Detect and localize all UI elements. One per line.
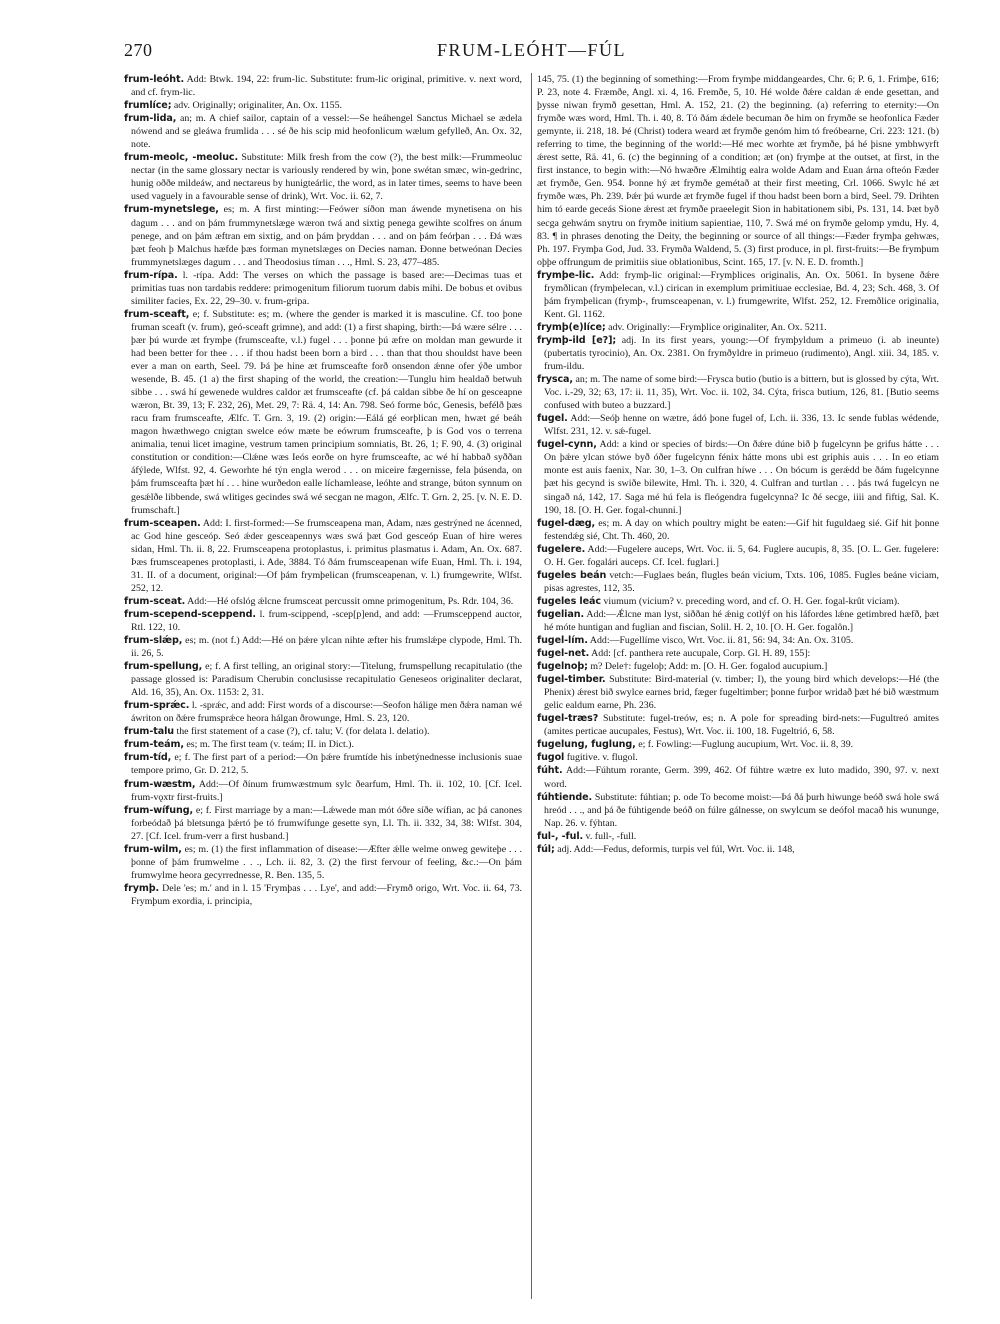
dictionary-entry (124, 151, 522, 203)
dictionary-entry (124, 203, 522, 268)
dictionary-entry (124, 634, 522, 660)
entry-headword: frymþe-lic. (537, 269, 595, 281)
entry-text: adj. In its first years, young:—Of frymþyldum a primeuo (i. ab ineunte) (pubertatis tyrocinio), An. Ox. 2381. On frymðyldre in primeuo (rudimento), Angl. xiii. 34, 185. v. frum-ildu. (544, 334, 939, 373)
entry-text: Add:—Seóþ henne on wætre, ádó þone fugel of, Lch. ii. 336, 13. Ic sende fublas wédende, Wlfst. 231, 12. v. sǽ-fugel. (544, 413, 939, 438)
dictionary-entry (537, 660, 939, 673)
columns (124, 73, 939, 1299)
entry-text: an; m. The name of some bird:—Frysca butio (butio is a bittern, but is glossed by cýta, Wrt. Voc. i.-29, 32; 63, 17: ii. 11, 35), Wrt. Voc. ii. 102, 34. Cýta, frisca butium, 126, 81. [Butio seems confused with buteo a buzzard.] (544, 374, 939, 412)
dictionary-entry (124, 699, 522, 725)
entry-headword: frum-scepend-sceppend. (124, 608, 256, 620)
entry-text: Add: [cf. panthera rete aucupale, Corp. Gl. H. 89, 155]: (591, 648, 811, 660)
dictionary-entry (124, 804, 522, 843)
dictionary-entry (124, 751, 522, 777)
entry-text: l. frum-scippend, -scep[p]end, and add: —Frumsceppend auctor, Rtl. 122, 10. (131, 608, 522, 633)
entry-text: Add:—Hé ofslóg ǽlcne frumsceat percussit omne primogenitum, Ps. Rdr. 104, 36. (187, 595, 514, 607)
left-column (124, 73, 522, 1299)
dictionary-entry (537, 543, 939, 569)
dictionary-entry (124, 738, 522, 751)
dictionary-entry (537, 373, 939, 412)
dictionary-entry (124, 308, 522, 517)
dictionary-entry (537, 569, 939, 595)
page-header (124, 40, 939, 68)
entry-text: Add:—Fugelere auceps, Wrt. Voc. ii. 5, 64. Fuglere aucupis, 8, 35. [O. L. Ger. fugelere: O. H. Ger. fogalári auceps. Cf. Icel. fuglari.] (544, 543, 939, 568)
entry-text: Substitute: Milk fresh from the cow (?), the best milk:—Frummeoluc nectar (in the same glossary nectar is variously rendered by win, þone swétan smæc, win-gedrinc, hunig oððe mildeáw, and nectareus by hunigteárlic, the word, as in later times, seems to have been used vaguely in a favourable sense of drink), Wrt. Voc. ii. 62, 7. (131, 152, 522, 203)
entry-text: vetch:—Fuglaes beán, flugles beán vicium, Txts. 106, 1085. Fugles beáne viciam, pisas agrestes, 112, 35. (544, 569, 939, 594)
entry-text: Add: a kind or species of birds:—On ðǽre dúne bið þ fugelcynn þe grifus hátte . . . On þǽre ylcan stówe byð óðer fugelcynn fénix hátte mons ubi est griphis auis . . . In eo etiam monte est auis faenix, Nar. 30, 1–3. On culfran híwe . . . On bócum is gerǽdd be ðám fugelcynne þæt his gecynd is swiðe bilewite, Hml. Th. i. 320, 4. Culfran and turtlan . . . þás twá fugelcyn ne singað ná, 142, 17. Saga mé hú fela is fleógendra fugelcynna? Ic ðé secge, iiii and fiftig, Sal. K. 190, 18. [O. H. Ger. fogal-chunni.] (544, 439, 939, 516)
dictionary-entry (124, 608, 522, 634)
entry-headword: frum-wilm, (124, 843, 182, 855)
entry-headword: frum-slǽp, (124, 635, 183, 647)
dictionary-entry (537, 712, 939, 738)
entry-headword: frum-teám, (124, 739, 184, 751)
entry-headword: fúl; (537, 843, 555, 855)
dictionary-entry (124, 595, 522, 608)
entry-text: l. -sprǽc, and add: First words of a discourse:—Seofon hálige men ðǽra naman wé áwriton on ðǽre frumsprǽce heora hálgan ðrowunge, Hml. S. 23, 120. (131, 700, 522, 725)
entry-text: e; f. Substitute: es; m. (where the gender is marked it is masculine. Cf. too þone fruman sceaft (v. frum), geó-sceaft grimne), and add: (1) a first shaping, birth:—Þá wære sélre . . . þær þú wurde æt frymþe (frumsceafte, v.l.) fugel . . . þonne þú æfre on moldan man gewurde it had been better for thee . . . if thou hadst been born a bird . . . than that thou shouldst have been ever a man on earth, Seel. 79. Þá þe hine æt frumsceafte forð onsendon ǽnne ofer ýðe umbor wesende, B. 45. (1 a) the first shaping of the world, the creation:—Tunglu him healdað betwuh sibbe . . . swá hí gewenede wuldres caldor æt frumsceafte (cf. þá caldan sibbe ðe hí on gesceapne wæron, Bt. 39, 13; F. 232, 26), Met. 29, 7: Rä. 4, 14: An. 798. Seó forme bóc, Genesis, befélð þæs racu fram frumsceafte, Ælfc. T. Grn. 3, 19. (2) origin:—Eálá gé eorþlican men, hwæt gé beáh magon hwæthwego cnigtan swelce eów mæte be eówrum frumsceafte, þ is God vos o terrena animalia, tenui licet imagine, vestrum tamen principium somniatis, Bt. 26, 1; F. 90, 4. (3) original constitution or condition:—Clǽne wæs Ieós eorðe on hyre frumsceafte, ac wé hí habbað syððan áfýlede, Wlfst. 92, 4. Geworhte hé týn engla werod . . . on miceire fægernisse, fela þúsenda, on þám frumsceafta þæt hí . . . hine wurðedon ealle líchamlease, leóhte and strange, búton synnum on gesǽlðe libbende, swá wlitiges gecindes swá wé secgan ne magon, Ælfc. T. Grn. 2, 25. [v. N. E. D. frumschaft.] (131, 308, 522, 516)
dictionary-entry (537, 595, 939, 608)
entry-text: m? Dele†: fugeloþ; Add: m. [O. H. Ger. fogalod aucupium.] (590, 661, 828, 673)
entry-text: e; f. A first telling, an original story:—Titelung, frumspellung recapitulatio (the passage glossed is: Paradisum Cherubin conclusisse recapitulatio Geneseos originaliter declarat, Ald. 16, 35), An. Ox. 1153: 2, 31. (131, 661, 522, 699)
entry-text: an; m. A chief sailor, captain of a vessel:—Se heáhengel Sanctus Michael se ædela nówend and se gleáwa frumlida . . . sé ðe his scip mid heofonlicum wælum gefylleð, An. Ox. 32, note. (131, 113, 522, 151)
dictionary-entry (537, 517, 939, 543)
dictionary-entry (537, 608, 939, 634)
right-column (537, 73, 939, 1299)
entry-headword: frum-wæstm, (124, 778, 196, 790)
entry-headword: frum-talu (124, 726, 174, 738)
dictionary-entry (537, 334, 939, 373)
dictionary-entry (537, 634, 939, 647)
dictionary-entry (124, 517, 522, 595)
entry-headword: frum-sceat. (124, 595, 186, 607)
entry-headword: frum-rípa. (124, 269, 178, 281)
dictionary-entry (124, 112, 522, 151)
entry-text: es; m. (not f.) Add:—Hé on þǽre ylcan nihte æfter his frumslǽpe clypode, Hml. Th. ii. 26, 5. (131, 635, 522, 660)
entry-text: es; m. The first team (v. teám; II. in Dict.). (186, 739, 354, 751)
dictionary-entry (537, 791, 939, 830)
dictionary-entry (537, 412, 939, 438)
entry-text: Add: frymþ-lic original:—Frymþlices originalis, An. Ox. 5061. In bysene ðǽre frymðlican (frymþelecan, v.l.) cirican in exemplum primitiuae ecclesiae, Bd. 4, 23; Sch. 468, 3. Of þám frymþelican (frymþ-, frumsceapenan, v. l.) frumgewrite, Wlfst. 252, 12. Fremðlice originalia, Kent. Gl. 1162. (544, 269, 939, 320)
running-head: FRUM-LEÓHT—FÚL (436, 40, 626, 60)
entry-text: fugitive. v. flugol. (566, 752, 638, 764)
entry-text: Add:—Of ðínum frumwæstmum sylc ðearfum, Hml. Th. ii. 102, 10. [Cf. Icel. frum-vǫxtr first-fruits.] (131, 778, 522, 803)
entry-headword: fugelian. (537, 608, 585, 620)
entry-text: the first statement of a case (?), cf. talu; V. (for delata l. delatio). (176, 726, 430, 738)
entry-text: Add:—Ǽlcne man lyst, siððan hé ǽnig cotlýf on his láfordes lǽne getimbred hæfð, þæt hé móte huntigan and fuglian and fiscian, Solil. H. 2, 10. [O. H. Ger. fogalôn.] (544, 608, 939, 633)
entry-headword: frum-wífung, (124, 804, 194, 816)
entry-headword: fúhtiende. (537, 791, 593, 803)
entry-headword: fugel-net. (537, 648, 590, 660)
entry-headword: frum-sceaft, (124, 308, 190, 320)
entry-headword: frum-leóht. (124, 74, 185, 85)
entry-text: viumum (vicium? v. preceding word, and cf. O. H. Ger. fogal-krût viciam). (603, 595, 900, 607)
entry-headword: frum-spellung, (124, 661, 203, 673)
entry-headword: fugol (537, 752, 565, 764)
page-number: 270 (124, 40, 153, 60)
dictionary-entry (537, 738, 939, 751)
entry-headword: fugel-dæg, (537, 517, 596, 529)
entry-headword: frum-lida, (124, 113, 177, 125)
entry-headword: frum-mynetslege, (124, 204, 219, 216)
entry-text: adv. Originally; originaliter, An. Ox. 1155. (173, 100, 343, 112)
entry-headword: fugel-timber. (537, 674, 606, 686)
entry-text: Dele 'es; m.' and in l. 15 'Frymþas . . . Lye', and add:—Frymð origo, Wrt. Voc. ii. 64, 73. Frymþum exordia, i. principia, (131, 882, 522, 907)
dictionary-entry (124, 725, 522, 738)
dictionary-entry (124, 99, 522, 112)
entry-headword: ful-, -ful. (537, 830, 584, 842)
dictionary-entry (537, 843, 939, 856)
dictionary-entry (537, 830, 939, 843)
entry-text: 145, 75. (1) the beginning of something:—From frymþe middangeardes, Chr. 6; P. 6, 1. Frimþe, 616; P. 23, note 4. Fræmðe, Angl. xi. 4, 16. Fremðe, 5, 10. Hé wolde ðǽre caldan ǽ ende gesettan, and þysse niwan frymð gesettan, Hml. A. 152, 21. (2) the beginning. (a) referring to eternity:—On frymðe wæs word, Hml. Th. i. 40, 8. Tó ðám ǽdele becuman ðe him on frymðe se heofonlica Fæder gemynte, ii. 218, 18. Þé (Christ) todera weard æt frymðe genóm him tó freóbearne, Cri. 223: 121. (b) referring to time, the beginning of the world:—Hé mec worhte æt frymðe, þá hé þisne ymbhwyrft ǽrest sette, Rä. 41, 6. (c) the beginning of a condition; æt (on) frymþe at the outset, at first, in the first instance, to begin with:—Nó hwæðre Ælmihtig ealra wolde Adam and Euan árna ofteón Fæder æt frymðe, Gen. 954. Þonne hý æt frymðe gemétað at their first meeting, Crl. 1066. Swylc hé æt frymðe wæs, Ph. 239. Þǽr þú wurde æt frymðe fugel if thou hadst been born a bird, Seel. 79. Drihten him tó earde geceás Sione ǽrest æt frymðe praeelegit Sion in habitationem sibi, Ps. 131, 14. Þæt byð secga gehwám snytru on frymðe initium sapientiae, 110, 7. Swá mé on frymðe gelomp ymdu, Hy. 4, 83. ¶ in phrases denoting the Deity, the beginning or source of all things:—Fæder frymþa gehwæs, Ph. 197. Frymþa God, Jud. 33. Frymða Waldend, 5. (3) first produce, in pl. first-fruits:—Be frymþum oþþe offrungum de primitiis siue oblationibus, Scint. 165, 17. [v. N. E. D. fromth.] (537, 74, 939, 268)
dictionary-entry (124, 73, 522, 99)
entry-headword: fugeles leác (537, 595, 601, 607)
entry-headword: frum-sprǽc. (124, 700, 190, 712)
entry-headword: frum-sceapen. (124, 517, 201, 529)
entry-text: e; f. The first part of a period:—On þǽre frumtíde his inbetýnednesse inclusionis suae tempore primo, Gr. D. 212, 5. (131, 752, 522, 777)
entry-headword: fugelnoþ; (537, 661, 588, 673)
entry-text: Add:—Fugellíme visco, Wrt. Voc. ii. 81, 56: 94, 34: An. Ox. 3105. (589, 635, 854, 647)
entry-text: adv. Originally:—Frymþlice originaliter, An. Ox. 5211. (608, 321, 827, 333)
entry-headword: fúht. (537, 765, 563, 777)
entry-text: e; f. Fowling:—Fuglung aucupium, Wrt. Voc. ii. 8, 39. (638, 739, 854, 751)
dictionary-entry (537, 73, 939, 269)
entry-headword: fugel. (537, 413, 568, 425)
entry-text: adj. Add:—Fedus, deformis, turpis vel fúl, Wrt. Voc. ii. 148, (557, 843, 795, 855)
entry-text: es; m. A day on which poultry might be eaten:—Gif hit fuguldaeg sié. Gif hit þonne festendǽg sié, Cht. Th. 460, 20. (544, 517, 939, 542)
entry-text: Substitute: fúhtian; p. ode To become moist:—Þá ðá þurh hiwunge beóð swá hole swá hreód . . ., and þá ðe fúhtigende beóð on fúlre gálnesse, on swylcum se deófol macað his wununge, Nap. 26. v. fýhtan. (544, 791, 939, 829)
entry-headword: frum-meolc, -meoluc. (124, 152, 239, 164)
entry-text: Add: Btwk. 194, 22: frum-lic. Substitute: frum-lic original, primitive. v. next word, and cf. frym-lic. (131, 74, 522, 99)
entry-text: Add: I. first-formed:—Se frumsceapena man, Adam, næs gestrýned ne ácenned, ac God hine gesceóp. Seó ǽder gesceapennys wæs swá þæt God gesceóp Euan of hire weres sidan, Hml. Th. ii. 8, 22. Frumsceapena protoplastus, i. primitus plasmatus i. Adam, An. Ox. 687. Þæs frumsceapenes protoplasti, i. Ade, 3884. Tó ðám frumsceapenan wífe Euan, Hml. Th. i. 194, 31. II. of a document, original:—Of þám frymþelican (frumsceapenan, v. l.) frumgewrite, Wlfst. 252, 12. (131, 517, 522, 594)
entry-text: Substitute: Bird-material (v. timber; I), the young bird which develops:—Hé (the Phenix) ǽrest bið swylce earnes brid, fæger fugeltimber; þonne furþor wridað þæt hé bið wæstmum gelic ealdum earne, Ph. 236. (544, 674, 939, 712)
dictionary-entry (537, 321, 939, 334)
entry-text: e; f. First marriage by a man:—Lǽwede man mót óðre síðe wífian, ac þá canones forbeódað þá bletsunga þǽrtó þe tó frumwífunge gesette syn, Ll. Th. ii. 332, 34, 38: Wlfst. 304, 27. [Cf. Icel. frum-verr a first husband.] (131, 804, 522, 842)
entry-text: Add:—Fúhtum rorante, Germ. 399, 462. Of fúhtre wætre ex luto madido, 390, 97. v. next word. (544, 765, 939, 790)
dictionary-entry (537, 647, 939, 660)
entry-headword: frymþ-ild [e?]; (537, 334, 617, 346)
dictionary-entry (537, 764, 939, 790)
entry-headword: fugeles beán (537, 569, 607, 581)
entry-headword: frumlíce; (124, 100, 172, 112)
dictionary-entry (124, 660, 522, 699)
entry-headword: fugelere. (537, 543, 586, 555)
entry-headword: fugelung, fuglung, (537, 739, 636, 751)
dictionary-entry (537, 751, 939, 764)
entry-text: v. full-, -full. (585, 830, 637, 842)
dictionary-entry (124, 843, 522, 882)
entry-headword: frum-tíd, (124, 752, 172, 764)
dictionary-entry (124, 778, 522, 804)
entry-headword: frysca, (537, 374, 573, 386)
entry-headword: fugel-lím. (537, 635, 588, 647)
dictionary-entry (124, 882, 522, 908)
entry-headword: fugel-træs? (537, 713, 599, 725)
entry-text: es; m. (1) the first inflammation of disease:—Æfter ǽlle welme onweg gewiteþe . . . þonne of þám frumwelme . . ., Lch. ii. 82, 3. (2) the first fervour of feeling, &c.:—On þám frumwylme heora gecyrrednesse, R. Ben. 135, 5. (131, 843, 522, 881)
entry-text: es; m. A first minting:—Feówer síðon man áwende mynetisena on his dagum . . . and on þám frummynetslæge wæron twá and sixtig penega gewihte scolfres on ánum penege, and on þám æftran em sixtig, and on þám þryddan . . . and on þám feórþan . . . Ðá wæs þæt feoh þ Malchus hæfde þæs forman mynetslæges on Decies naman. Ðonne betweónan Decies frummynetslæges dagum . . . and Theodosius tíman . . ., Hml. S. 23, 477–485. (131, 204, 522, 268)
dictionary-entry (537, 673, 939, 712)
entry-headword: frymþ(e)líce; (537, 321, 606, 333)
entry-headword: frymþ. (124, 882, 160, 894)
dictionary-entry (537, 269, 939, 321)
dictionary-entry (537, 438, 939, 516)
dictionary-entry (124, 269, 522, 308)
entry-text: Substitute: fugel-treów, es; n. A pole for spreading bird-nets:—Fugultreó amites (amites perticae aucupales, Festus), Wrt. Voc. ii. 100, 18. Fugeltrió, 6, 58. (544, 713, 939, 738)
entry-headword: fugel-cynn, (537, 439, 597, 451)
entry-text: l. -rípa. Add: The verses on which the passage is based are:—Decimas tuas et primitias tuas non tardabis reddere: primogenitum filiorum tuorum dabis mihi. De bobus et ovibus similiter facies, Ex. 22, 29–30. v. frum-gripa. (131, 269, 522, 307)
